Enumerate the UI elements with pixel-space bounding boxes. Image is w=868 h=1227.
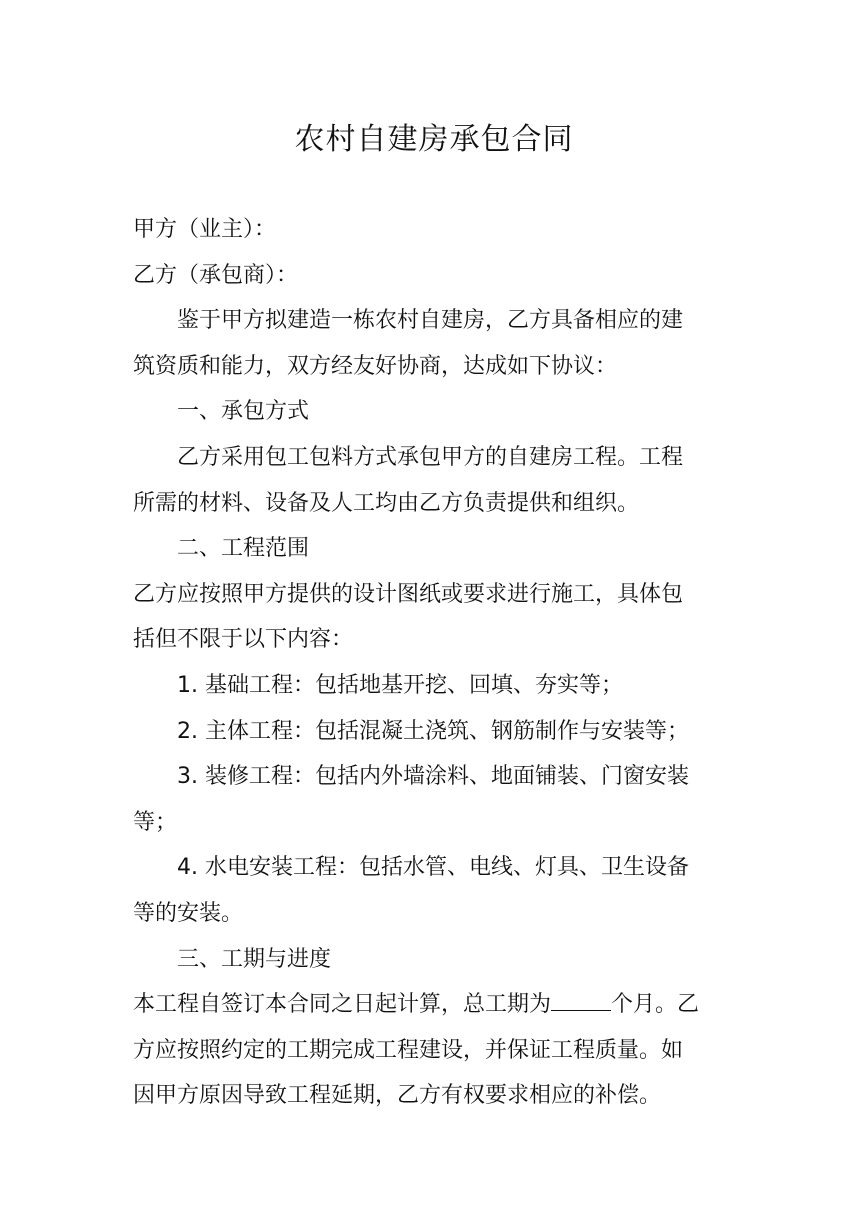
list-item-3-cont: 等； — [133, 809, 178, 835]
section-1-line-2: 所需的材料、设备及人工均由乙方负责提供和组织。 — [133, 490, 640, 516]
preamble-line-1: 鉴于甲方拟建造一栋农村自建房，乙方具备相应的建 — [177, 308, 684, 334]
party-b-line: 乙方（承包商）： — [133, 262, 299, 288]
list-item-4-cont: 等的安装。 — [133, 900, 244, 926]
section-3-line-1 — [133, 982, 739, 1028]
section-1-line-1: 乙方采用包工包料方式承包甲方的自建房工程。工程 — [177, 444, 684, 470]
section-3-line-1-start: 本工程自签订本合同之日起计算，总工期为 — [133, 992, 552, 1018]
section-3-line-3: 因甲方原因导致工程延期，乙方有权要求相应的补偿。 — [133, 1083, 662, 1109]
list-item-2: 2. 主体工程：包括混凝土浇筑、钢筋制作与安装等； — [177, 718, 689, 744]
section-3-line-1-end: 个月。乙 — [611, 992, 700, 1018]
section-heading-2: 二、工程范围 — [177, 536, 310, 562]
list-item-3: 3. 装修工程：包括内外墙涂料、地面铺装、门窗安装 — [177, 764, 689, 790]
contract-title: 农村自建房承包合同 — [294, 122, 574, 157]
list-item-4: 4. 水电安装工程：包括水管、电线、灯具、卫生设备 — [177, 855, 689, 881]
preamble-line-2: 筑资质和能力，双方经友好协商，达成如下协议： — [133, 353, 618, 379]
list-item-1: 1. 基础工程：包括地基开挖、回填、夯实等； — [177, 672, 623, 698]
section-3-line-2: 方应按照约定的工期完成工程建设，并保证工程质量。如 — [133, 1037, 684, 1063]
section-2-line-1: 乙方应按照甲方提供的设计图纸或要求进行施工，具体包 — [133, 581, 684, 607]
fill-in-blank — [551, 990, 611, 1011]
section-heading-3: 三、工期与进度 — [177, 946, 332, 972]
party-a-line: 甲方（业主）： — [133, 217, 277, 242]
section-heading-1: 一、承包方式 — [177, 399, 310, 425]
section-2-line-2: 括但不限于以下内容： — [133, 627, 354, 653]
contract-body — [133, 207, 739, 1119]
